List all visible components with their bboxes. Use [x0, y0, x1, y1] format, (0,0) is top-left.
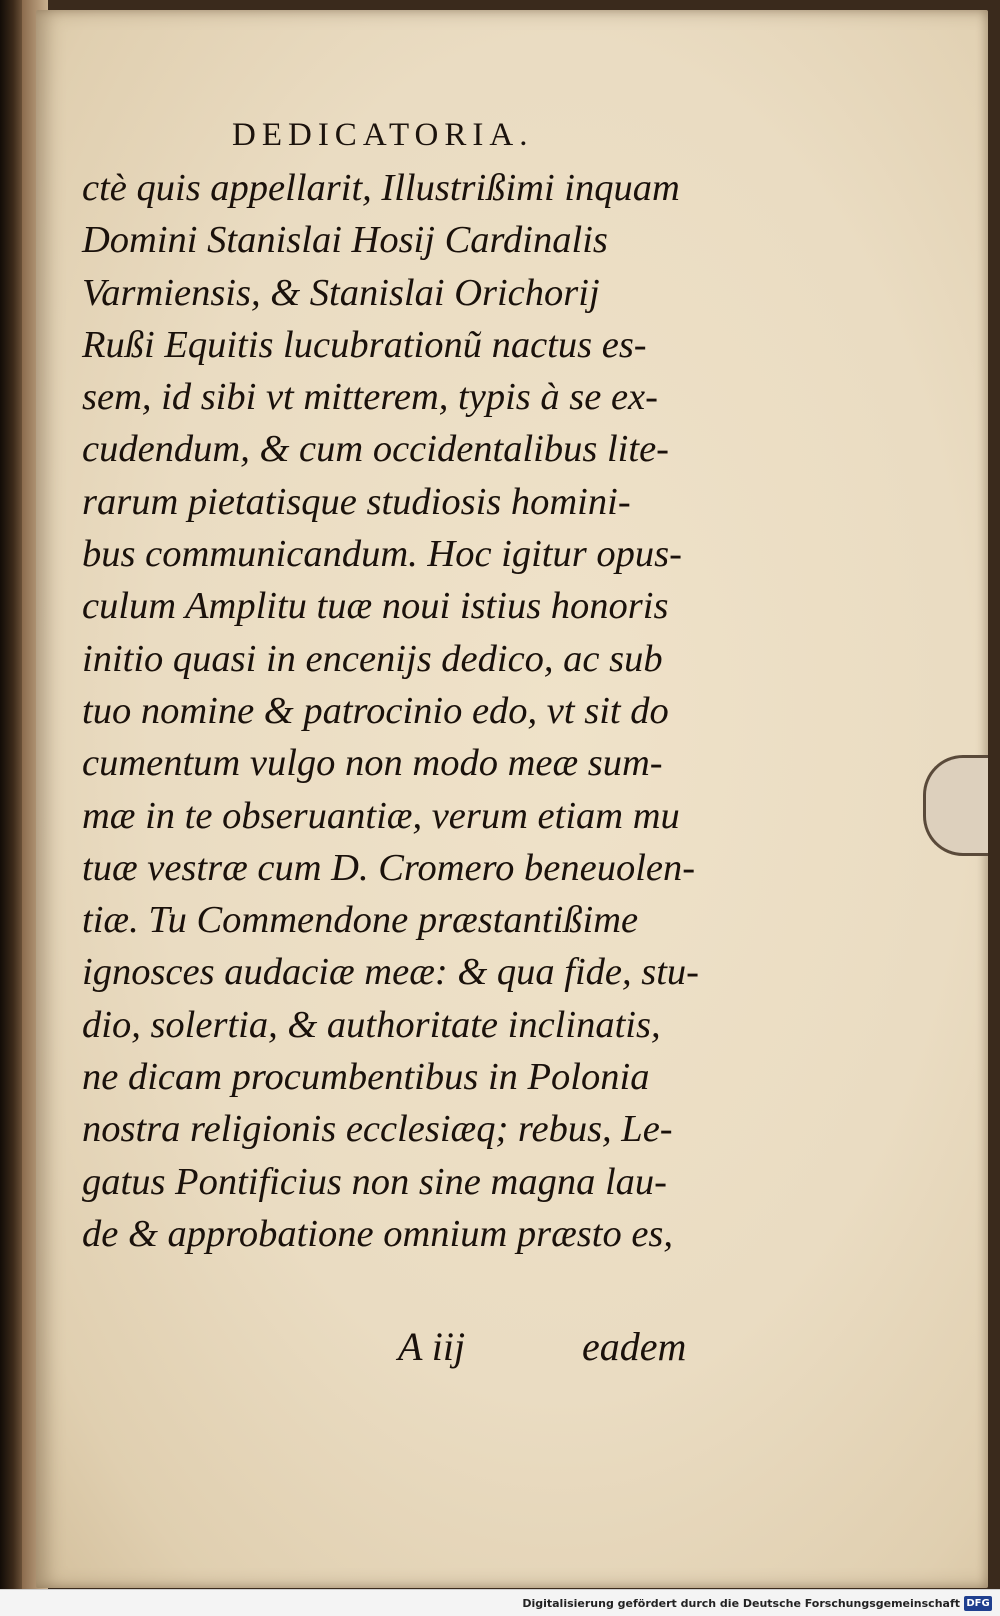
text-line: dio, solertia, & authoritate inclinatis, [82, 1003, 661, 1046]
signature-mark: A iij [398, 1324, 466, 1369]
text-line: culum Amplitu tuæ noui istius honoris [82, 585, 669, 628]
text-line: ctè quis appellarit, Illustrißimi inquam [82, 167, 680, 209]
page-clasp [923, 755, 988, 856]
text-line: ignosces audaciæ meæ: & qua fide, stu- [82, 951, 699, 994]
text-line: Varmiensis, & Stanislai Orichorij [82, 271, 600, 314]
text-line: de & approbatione omnium præsto es, [82, 1212, 674, 1255]
running-header: DEDICATORIA. [232, 117, 534, 153]
text-line: Domini Stanislai Hosij Cardinalis [82, 219, 608, 262]
text-line: initio quasi in encenijs dedico, ac sub [82, 637, 663, 680]
text-line: rarum pietatisque studiosis homini- [82, 480, 631, 523]
text-line: sem, id sibi vt mitterem, typis à se ex- [82, 376, 658, 419]
funding-credit: Digitalisierung gefördert durch die Deutsche Forschungsgemeinschaft [522, 1597, 960, 1610]
text-line: tuo nomine & patrocinio edo, vt sit do [82, 689, 669, 732]
book-page [36, 10, 988, 1588]
book-binding-edge [0, 0, 22, 1616]
text-line: cudendum, & cum occidentalibus lite- [82, 428, 669, 471]
text-line: bus communicandum. Hoc igitur opus- [82, 533, 682, 576]
text-line: mæ in te obseruantiæ, verum etiam mu [82, 794, 680, 837]
text-line: tuæ vestræ cum D. Cromero beneuolen- [82, 846, 696, 889]
catchword: eadem [582, 1324, 687, 1369]
text-line: Rußi Equitis lucubrationũ nactus es- [82, 323, 647, 366]
body-text [82, 162, 742, 1260]
dfg-logo: DFG [964, 1596, 992, 1611]
text-line: gatus Pontificius non sine magna lau- [82, 1160, 667, 1203]
text-line: cumentum vulgo non modo meæ sum- [82, 742, 663, 785]
digitization-footer [0, 1589, 1000, 1616]
text-line: ne dicam procumbentibus in Polonia [82, 1056, 650, 1099]
text-line: nostra religionis ecclesiæq; rebus, Le- [82, 1108, 673, 1151]
text-line: tiæ. Tu Commendone præstantißime [82, 899, 639, 942]
